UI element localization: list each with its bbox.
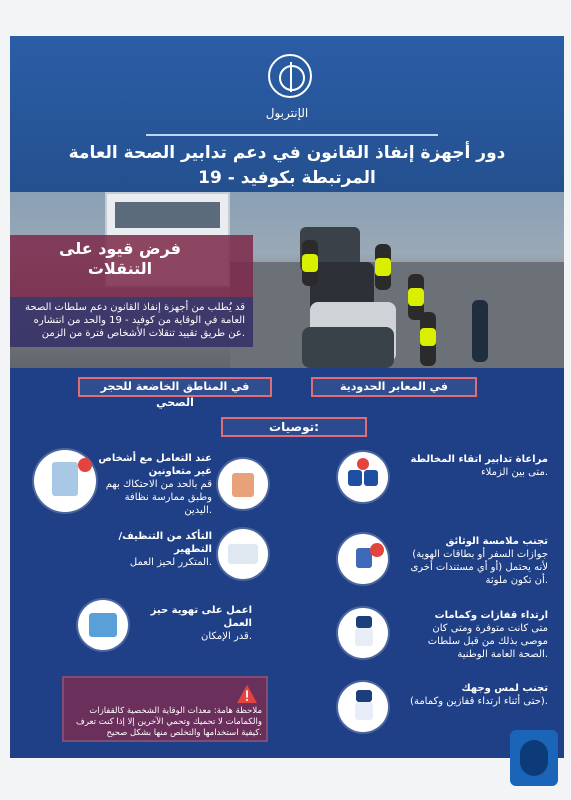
tip-documents xyxy=(402,535,548,587)
warning-dot-icon xyxy=(357,458,369,470)
documents-icon xyxy=(338,534,388,584)
tip-uncooperative-text: قم بالحد من الاحتكاك بهم وطبق ممارسة نظافة اليدين. xyxy=(105,479,212,516)
restriction-box xyxy=(10,235,253,347)
no-face-touch-icon xyxy=(338,682,388,732)
tip-cleaning xyxy=(94,530,212,569)
tip-documents-title: تجنب ملامسة الوثائق xyxy=(445,536,548,547)
ventilation-icon xyxy=(78,600,128,650)
safety-vest xyxy=(408,288,424,306)
tip-face xyxy=(402,682,548,708)
column-border-crossings: في المعابر الحدودية xyxy=(311,377,477,397)
warning-icon xyxy=(236,684,258,704)
officer-cap-icon xyxy=(356,690,372,702)
header-divider xyxy=(146,134,438,136)
safety-vest xyxy=(302,254,318,272)
important-note xyxy=(62,676,268,742)
officer-icon xyxy=(364,470,378,486)
no-touch-icon xyxy=(370,543,384,557)
tip-uncooperative xyxy=(94,452,212,517)
face-mask-icon xyxy=(355,628,373,646)
poster xyxy=(10,36,564,758)
tip-ventilation-text: قدر الإمكان. xyxy=(201,631,252,642)
page-title: دور أجهزة إنفاذ القانون في دعم تدابير الصحة العامة المرتبطة بكوفيد - 19 xyxy=(68,143,506,188)
crowd-icon xyxy=(52,462,78,496)
distance-icon xyxy=(338,452,388,502)
tip-ventilation-title: اعمل على تهوية حيز العمل xyxy=(150,605,252,629)
column-quarantine-zones: في المناطق الخاضعة للحجر الصحي xyxy=(78,377,272,397)
tip-face-title: تجنب لمس وجهك xyxy=(461,683,548,694)
tip-documents-text: (جوازات السفر أو بطاقات الهوية أو أي مستندات أخرى) لأنه يحتمل أن تكون ملوثة. xyxy=(410,549,548,586)
restriction-text: قد يُطلب من أجهزة إنفاذ القانون دعم سلطات الصحة العامة في الوقاية من كوفيد - 19 والحد من انتشاره عن طريق تقييد تنقلات الأشخاص فترة من الزمن. xyxy=(10,297,253,347)
face-mask-icon xyxy=(355,702,373,720)
brand-name: الإنتربول xyxy=(265,106,309,120)
header xyxy=(10,36,564,192)
tip-mask-gloves-text: متى كانت متوفرة ومتى كان موصى بذلك من قبل سلطات الصحة العامة الوطنية. xyxy=(427,623,548,660)
tip-cleaning-text: المتكرر لحيز العمل. xyxy=(129,557,212,568)
officer-cap-icon xyxy=(356,616,372,628)
tip-cleaning-title: التأكد من التنظيف/التطهير xyxy=(118,531,212,555)
tip-face-text: (حتى أثناء ارتداء قفازين وكمامة). xyxy=(410,696,548,707)
open-window-icon xyxy=(89,613,117,637)
person-icon xyxy=(34,450,96,512)
car xyxy=(302,327,394,368)
tip-distance xyxy=(402,453,548,479)
recommendations-label: توصيات: xyxy=(221,417,367,437)
spray-bottle-icon xyxy=(228,544,258,564)
mask-gloves-icon xyxy=(338,608,388,658)
road xyxy=(230,262,564,368)
tip-mask-gloves xyxy=(402,609,548,661)
tip-mask-gloves-title: ارتداء قفازات وكمامات xyxy=(434,610,548,621)
cleaning-icon xyxy=(218,529,268,579)
restriction-title: فرض قيود على التنقلات xyxy=(59,239,181,278)
important-note-text: ملاحظة هامة: معدات الوقاية الشخصية كالقفازات والكمامات لا تحميك وتحمي الآخرين إلا إذا كنت تعرف كيفية استخدامها والتخلص منها بشكل صحيح. xyxy=(76,706,262,738)
tip-ventilation xyxy=(134,604,252,643)
watermark-logo xyxy=(510,730,558,786)
safety-vest xyxy=(375,258,391,276)
officer-icon xyxy=(348,470,362,486)
interpol-logo xyxy=(268,54,312,98)
handwashing-icon xyxy=(218,459,268,509)
tip-distance-text: متى بين الزملاء. xyxy=(480,467,548,478)
hands-icon xyxy=(232,473,254,497)
tip-uncooperative-title: عند التعامل مع أشخاص غير متعاونين xyxy=(98,453,212,477)
pedestrian xyxy=(472,300,488,362)
safety-vest xyxy=(420,328,436,346)
alert-icon xyxy=(78,458,92,472)
tip-distance-title: مراعاة تدابير اتقاء المخالطة xyxy=(410,454,548,465)
